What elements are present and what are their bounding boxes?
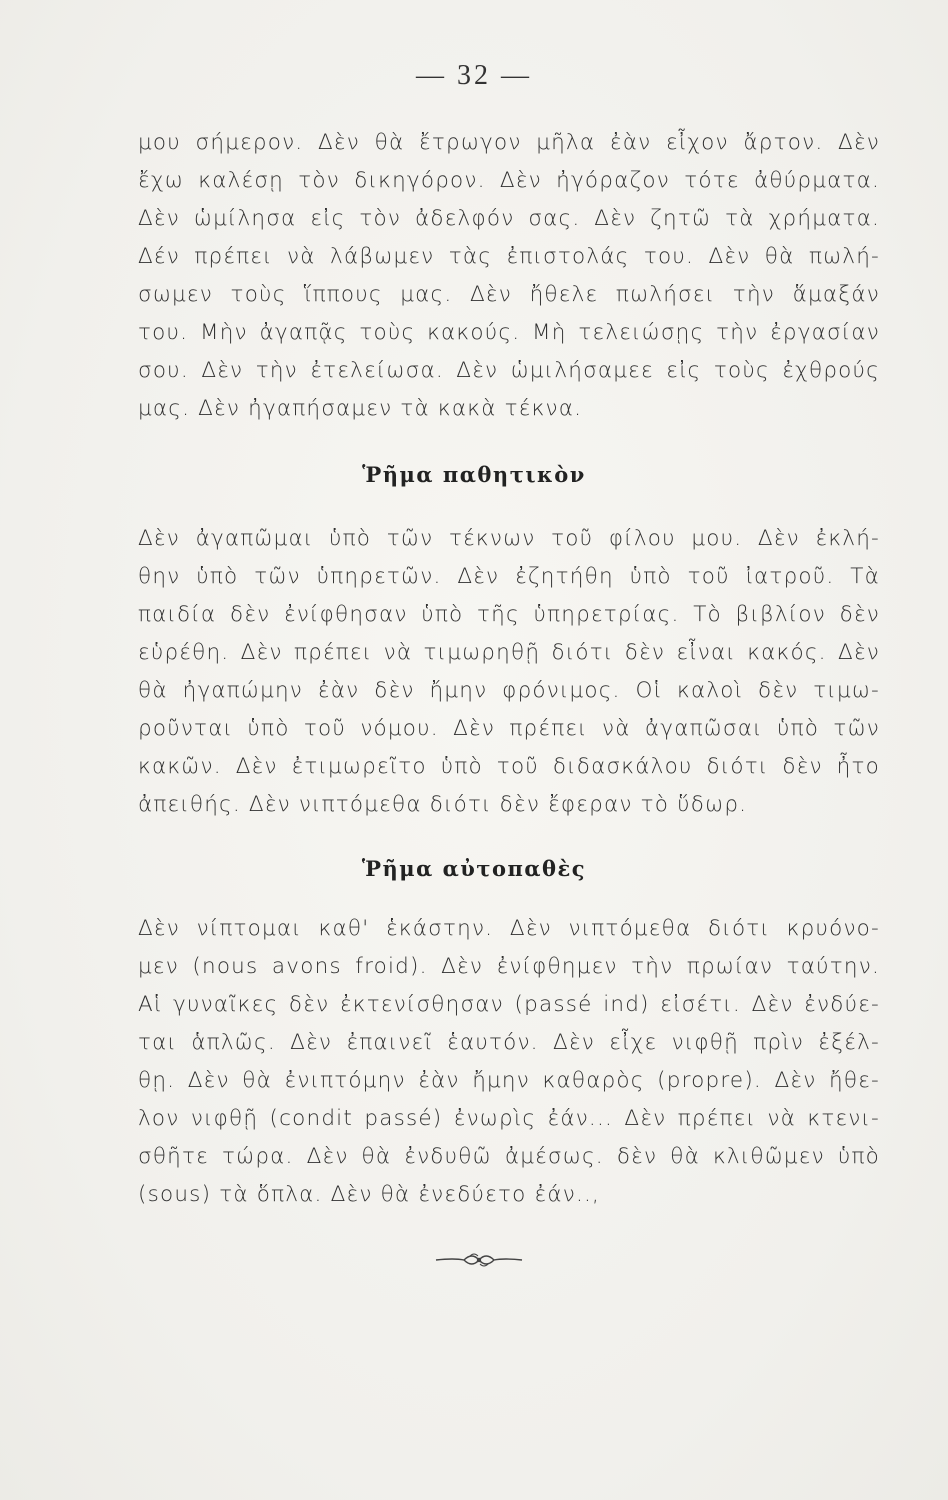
- section-heading-passive: Ῥῆμα παθητικὸν: [362, 462, 586, 487]
- text-line: παιδία δὲν ἐνίφθησαν ὑπὸ τῆς ὑπηρετρίας. Τὸ βιβλίον δὲν: [138, 602, 880, 627]
- text-line: θην ὑπὸ τῶν ὑπηρετῶν. Δὲν ἐζητήθη ὑπὸ τοῦ ἰατροῦ. Τὰ: [138, 564, 880, 589]
- text-line: σθῆτε τώρα. Δὲν θὰ ἐνδυθῶ ἀμέσως. δὲν θὰ κλιθῶμεν ὑπὸ: [138, 1144, 880, 1169]
- text-line: Δὲν ἀγαπῶμαι ὑπὸ τῶν τέκνων τοῦ φίλου μου. Δὲν ἐκλή-: [138, 526, 880, 551]
- paragraph-passive: [138, 520, 880, 824]
- page-number: — 32 —: [416, 60, 532, 91]
- text-line: Δὲν ὡμίλησα εἰς τὸν ἀδελφόν σας. Δὲν ζητῶ τὰ χρήματα.: [138, 206, 880, 231]
- text-line: σου. Δὲν τὴν ἐτελείωσα. Δὲν ὡμιλήσαμεε εἰς τοὺς ἐχθρούς: [138, 358, 880, 383]
- decorative-flourish-icon: [434, 1240, 524, 1280]
- paragraph-active-negations: [138, 124, 880, 428]
- text-line: σωμεν τοὺς ἵππους μας. Δὲν ἤθελε πωλήσει τὴν ἅμαξάν: [138, 282, 880, 307]
- text-line: ἀπειθής. Δὲν νιπτόμεθα διότι δὲν ἔφεραν τὸ ὕδωρ.: [138, 792, 748, 817]
- text-line: μου σήμερον. Δὲν θὰ ἔτρωγον μῆλα ἐὰν εἶχον ἄρτον. Δὲν: [138, 130, 880, 155]
- text-line: λον νιφθῇ (condit passé) ἐνωρὶς ἐάν... Δὲν πρέπει νὰ κτενι-: [138, 1106, 880, 1131]
- text-line: ροῦνται ὑπὸ τοῦ νόμου. Δὲν πρέπει νὰ ἀγαπῶσαι ὑπὸ τῶν: [138, 716, 880, 741]
- text-line: εὑρέθη. Δὲν πρέπει νὰ τιμωρηθῇ διότι δὲν εἶναι κακός. Δὲν: [138, 640, 880, 665]
- text-line: (sous) τὰ ὅπλα. Δὲν θὰ ἐνεδύετο ἐάν..,: [138, 1182, 601, 1207]
- text-line: κακῶν. Δὲν ἐτιμωρεῖτο ὑπὸ τοῦ διδασκάλου διότι δὲν ἦτο: [138, 754, 880, 779]
- text-line: του. Μὴν ἀγαπᾷς τοὺς κακούς. Μὴ τελειώσῃς τὴν ἐργασίαν: [138, 320, 880, 345]
- text-line: μεν (nous avons froid). Δὲν ἐνίφθημεν τὴν πρωίαν ταύτην.: [138, 954, 880, 979]
- text-line: ται ἁπλῶς. Δὲν ἐπαινεῖ ἑαυτόν. Δὲν εἶχε νιφθῇ πρὶν ἐξέλ-: [138, 1030, 880, 1055]
- text-line: Δὲν νίπτομαι καθ' ἑκάστην. Δὲν νιπτόμεθα διότι κρυόνο-: [138, 916, 880, 941]
- text-line: μας. Δὲν ἠγαπήσαμεν τὰ κακὰ τέκνα.: [138, 396, 583, 421]
- paragraph-reflexive: [138, 910, 880, 1214]
- section-heading-reflexive: Ῥῆμα αὐτοπαθὲς: [361, 856, 587, 881]
- text-line: ἔχω καλέσῃ τὸν δικηγόρον. Δὲν ἠγόραζον τότε ἀθύρματα.: [138, 168, 880, 193]
- text-line: θὰ ἠγαπώμην ἐὰν δὲν ἤμην φρόνιμος. Οἱ καλοὶ δὲν τιμω-: [138, 678, 880, 703]
- text-line: Αἱ γυναῖκες δὲν ἐκτενίσθησαν (passé ind) εἰσέτι. Δὲν ἐνδύε-: [138, 992, 880, 1017]
- text-line: θῃ. Δὲν θὰ ἐνιπτόμην ἐὰν ἤμην καθαρὸς (propre). Δὲν ἤθε-: [138, 1068, 880, 1093]
- text-line: Δέν πρέπει νὰ λάβωμεν τὰς ἐπιστολάς του. Δὲν θὰ πωλή-: [138, 244, 880, 269]
